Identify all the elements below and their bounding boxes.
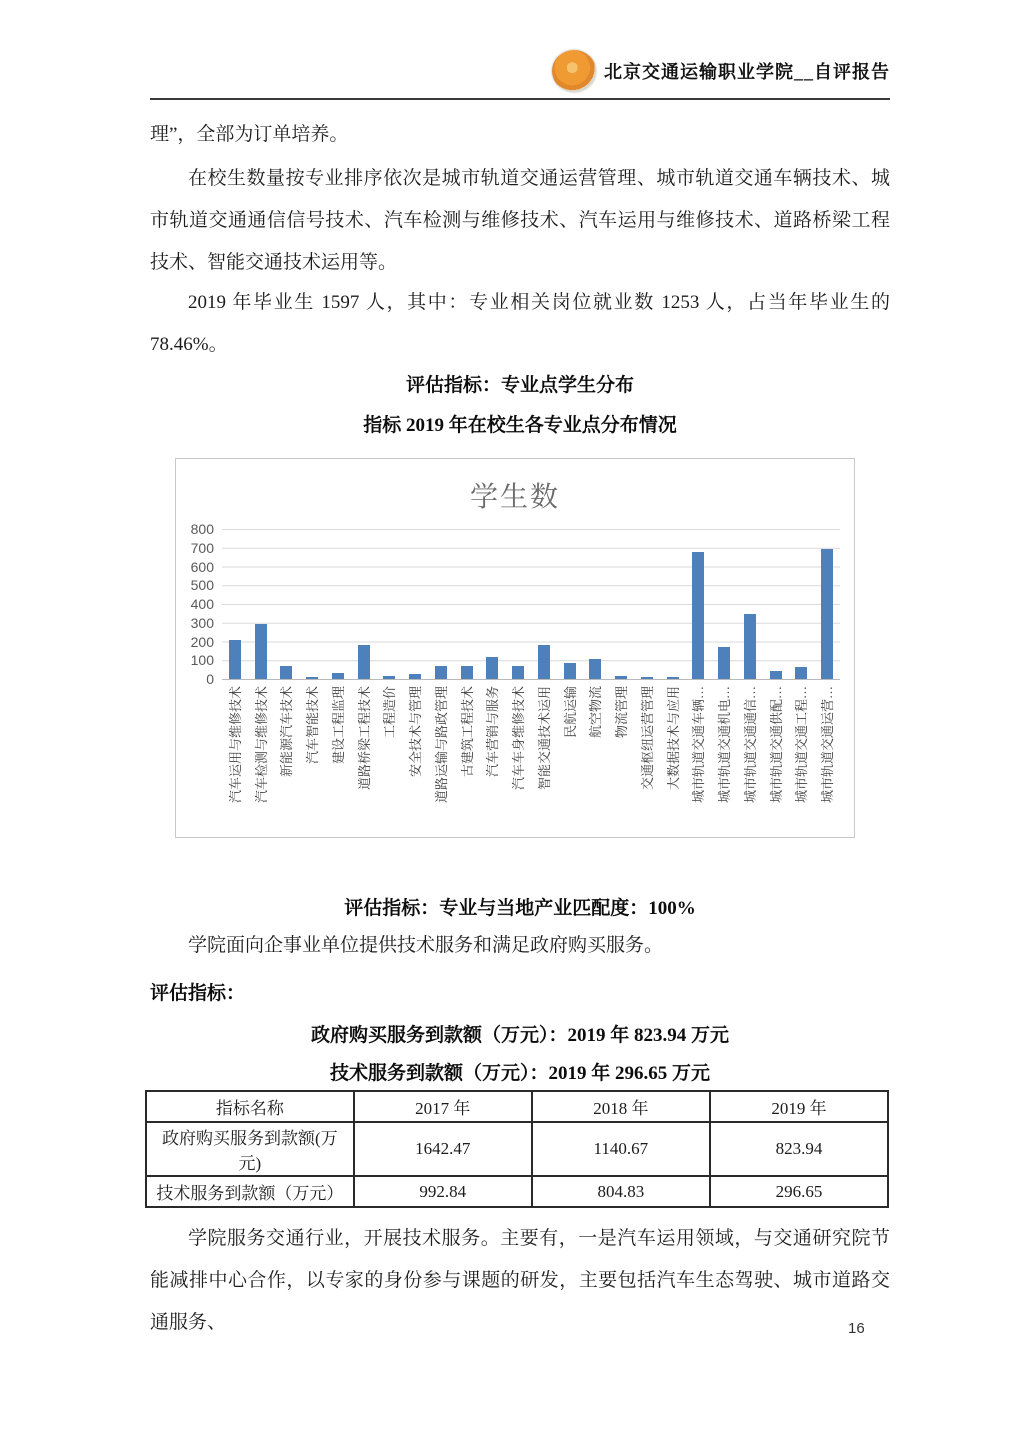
table-cell: 296.65 — [710, 1176, 888, 1207]
college-logo-icon — [552, 50, 596, 92]
x-axis-label: 城市轨道交通供配… — [768, 686, 784, 804]
bar — [589, 659, 601, 679]
table-cell: 技术服务到款额（万元） — [146, 1176, 354, 1207]
y-tick-label: 400 — [190, 596, 214, 612]
x-axis-label: 城市轨道交通车辆… — [691, 686, 707, 804]
y-tick-label: 800 — [190, 521, 214, 537]
table-row — [146, 1176, 888, 1207]
heading-gov-purchase-amount: 政府购买服务到款额（万元）：2019 年 823.94 万元 — [310, 1025, 729, 1046]
table-header-cell: 2018 年 — [532, 1091, 710, 1122]
y-tick-label: 300 — [190, 614, 214, 631]
plot-area — [222, 529, 840, 680]
bar — [718, 647, 730, 679]
x-axis-label: 汽车车身维修技术 — [511, 686, 527, 791]
bar — [667, 677, 679, 679]
x-axis-label: 建设工程监理 — [330, 686, 346, 765]
paragraph-tech-service-detail: 学院服务交通行业，开展技术服务。主要有，一是汽车运用领域，与交通研究院节能减排中心合作，以专家的身份参与课题的研发，主要包括汽车生态驾驶、城市道路交通服务、 — [150, 1228, 890, 1333]
table-cell: 992.84 — [354, 1176, 532, 1207]
table-cell: 1642.47 — [354, 1122, 532, 1176]
heading-indicator-label: 评估指标： — [150, 983, 246, 1004]
table-cell: 823.94 — [710, 1122, 888, 1176]
bar — [435, 666, 447, 680]
x-axis-label: 民航运输 — [562, 686, 578, 739]
x-axis-label: 工程造价 — [382, 686, 398, 739]
x-axis-label: 汽车运用与维修技术 — [227, 686, 243, 804]
bar — [770, 671, 782, 679]
x-axis-label: 汽车营销与服务 — [485, 686, 501, 778]
bar — [358, 645, 370, 679]
x-axis-label: 城市轨道交通工程… — [794, 686, 810, 804]
y-axis — [176, 521, 222, 687]
x-axis-label: 道路桥梁工程技术 — [356, 686, 372, 791]
bar — [795, 667, 807, 679]
y-tick-label: 700 — [190, 539, 214, 556]
x-axis-label: 古建筑工程技术 — [459, 686, 475, 778]
bar — [409, 674, 421, 679]
bar — [564, 663, 576, 680]
x-axis-label: 安全技术与管理 — [408, 686, 424, 778]
bar — [821, 549, 833, 679]
paragraph-enrollment-ranking: 在校生数量按专业排序依次是城市轨道交通运营管理、城市轨道交通车辆技术、城市轨道交通通信信号技术、汽车检测与维修技术、汽车运用与维修技术、道路桥梁工程技术、智能交通技术运用等。 — [150, 168, 890, 273]
table-header-cell: 2017 年 — [354, 1091, 532, 1122]
heading-indicator-student-distribution: 评估指标：专业点学生分布 — [405, 375, 634, 396]
bar — [255, 624, 267, 679]
page-number: 16 — [848, 1320, 865, 1337]
x-axis-label: 新能源汽车技术 — [279, 686, 295, 778]
x-axis-label: 城市轨道交通机电… — [717, 686, 733, 804]
y-tick-label: 500 — [190, 577, 214, 594]
x-axis-label: 城市轨道交通运营… — [820, 686, 836, 804]
table-cell: 1140.67 — [532, 1122, 710, 1176]
heading-tech-service-amount: 技术服务到款额（万元）：2019 年 296.65 万元 — [329, 1063, 710, 1084]
bar — [538, 645, 550, 679]
y-tick-label: 100 — [190, 652, 214, 669]
x-axis-label: 汽车智能技术 — [305, 686, 321, 765]
bar — [615, 676, 627, 679]
table-header-cell: 2019 年 — [710, 1091, 888, 1122]
bar — [461, 666, 473, 680]
bar — [280, 666, 292, 680]
table-cell: 政府购买服务到款额(万元) — [146, 1122, 354, 1176]
x-axis-label: 汽车检测与维修技术 — [253, 686, 269, 804]
student-count-chart — [175, 458, 855, 838]
bar — [306, 677, 318, 679]
bar — [512, 666, 524, 680]
x-axis-label: 道路运输与路政管理 — [433, 686, 449, 804]
y-tick-label: 600 — [190, 558, 214, 575]
bar — [229, 640, 241, 679]
bar — [332, 673, 344, 679]
service-amount-table — [145, 1090, 889, 1208]
x-axis-label: 航空物流 — [588, 686, 604, 739]
x-axis-label: 城市轨道交通通信… — [742, 686, 758, 804]
paragraph-order-training: 理”，全部为订单培养。 — [150, 124, 349, 145]
bar — [383, 676, 395, 679]
table-header-cell: 指标名称 — [146, 1091, 354, 1122]
x-axis-label: 大数据技术与应用 — [665, 686, 681, 791]
table-header-row — [146, 1091, 888, 1122]
table-cell: 804.83 — [532, 1176, 710, 1207]
bar — [692, 552, 704, 680]
bar — [744, 614, 756, 679]
x-axis-label: 物流管理 — [614, 686, 630, 739]
bar — [641, 677, 653, 679]
heading-indicator-2019-distribution: 指标 2019 年在校生各专业点分布情况 — [363, 415, 677, 436]
header-title: 北京交通运输职业学院__自评报告 — [604, 62, 890, 82]
paragraph-services-intro: 学院面向企事业单位提供技术服务和满足政府购买服务。 — [188, 935, 664, 956]
heading-industry-match: 评估指标：专业与当地产业匹配度：100% — [344, 898, 696, 919]
y-tick-label: 0 — [206, 671, 214, 687]
page-header — [150, 52, 890, 100]
x-axis-label: 交通枢纽运营管理 — [639, 686, 655, 791]
bar — [486, 657, 498, 679]
table-row — [146, 1122, 888, 1176]
paragraph-graduates-2019: 2019 年毕业生 1597 人，其中：专业相关岗位就业数 1253 人，占当年毕业生的 78.46%。 — [150, 292, 890, 355]
chart-title: 学生数 — [469, 482, 560, 513]
x-axis-labels — [222, 686, 840, 854]
x-axis-label: 智能交通技术运用 — [536, 686, 552, 791]
y-tick-label: 200 — [190, 633, 214, 650]
